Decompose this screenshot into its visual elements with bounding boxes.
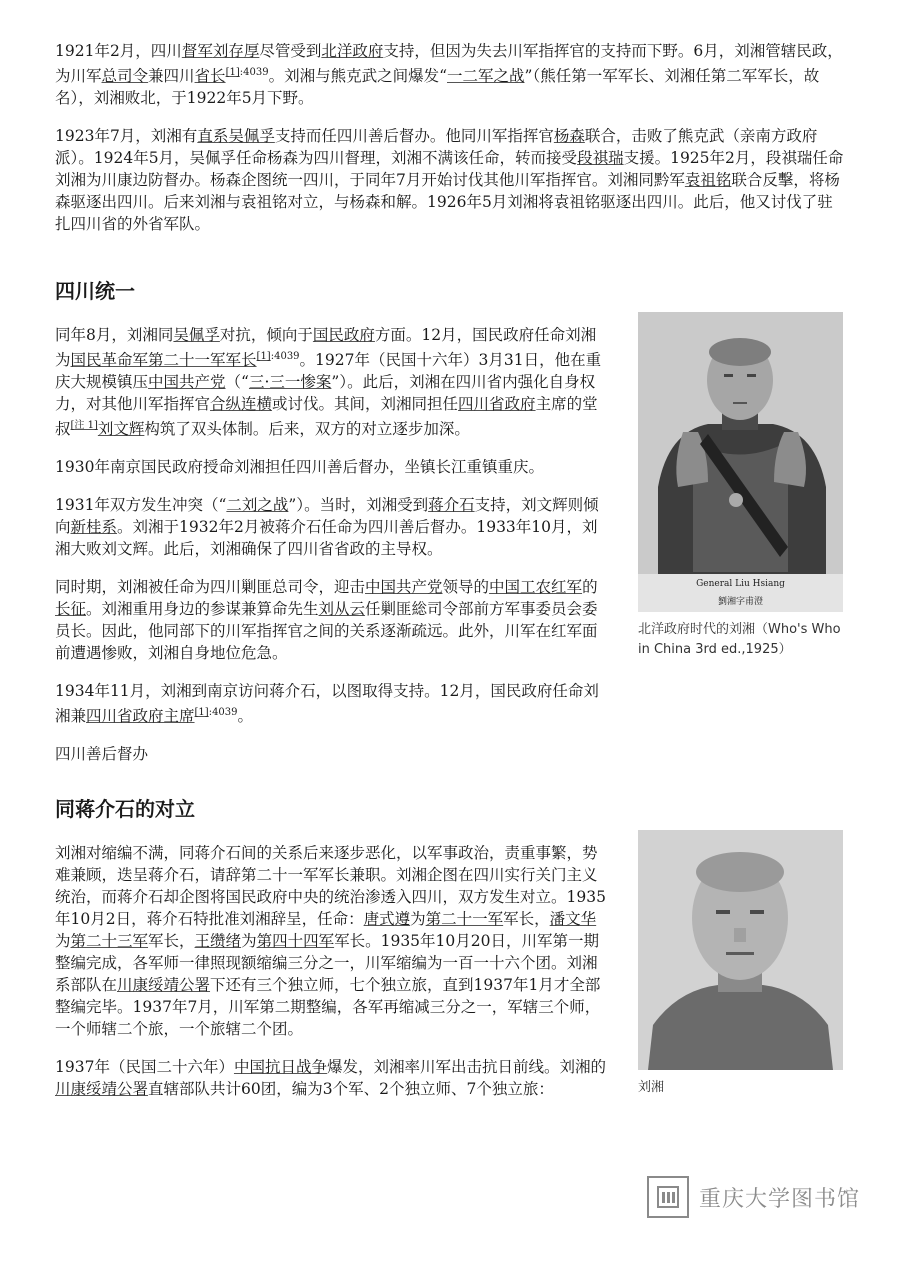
text-run: 或讨伐。其间，刘湘同担任 <box>272 395 459 413</box>
text-run: 军长， <box>148 932 195 950</box>
article-link[interactable]: 刘文辉 <box>97 420 145 438</box>
text-run: 支援。1925年2月，段祺瑞任命刘湘为川康边防督办。杨森企图统一四川，于同年7月开始讨伐其他川军指挥官。刘湘同黔军 <box>55 149 844 189</box>
article-link[interactable]: 中国共产党 <box>365 578 443 596</box>
article-link[interactable]: 省长 <box>194 67 226 85</box>
text-run: 支持，但因为失去川军指挥官的支持而下野。6月，刘湘管辖民政，为川军 <box>55 42 843 85</box>
article-link[interactable]: 第二十三军 <box>70 932 149 950</box>
section2-paragraph-1 <box>55 842 610 1040</box>
article-link[interactable]: 总司令 <box>101 67 149 85</box>
article-link[interactable]: 四川省政府主席 <box>86 707 195 725</box>
article-link[interactable]: 唐式遵 <box>363 910 411 928</box>
reference-link[interactable]: [1] <box>194 707 209 718</box>
figure-portrait-1 <box>638 312 843 660</box>
reference-page: :4039 <box>239 67 269 78</box>
section1-paragraph-4 <box>55 576 610 664</box>
section1-paragraph-1 <box>55 324 610 440</box>
text-run: 直辖部队共计60团，编为3个军、2个独立师、7个独立旅： <box>148 1080 554 1098</box>
reference-marker <box>257 351 271 362</box>
reference-marker <box>195 707 209 718</box>
section1-paragraph-2 <box>55 456 610 478</box>
text-run: 1937年（民国二十六年） <box>55 1058 234 1076</box>
text-run: 军长， <box>503 910 550 928</box>
library-logo-icon <box>647 1176 689 1218</box>
watermark-text: 重庆大学图书馆 <box>698 1186 860 1212</box>
reference-link[interactable]: [1] <box>225 67 240 78</box>
reference-link[interactable]: [1] <box>256 351 271 362</box>
text-run: （“ <box>225 373 249 391</box>
text-run: 兼四川 <box>148 67 195 85</box>
article-link[interactable]: 二刘之战 <box>226 496 289 514</box>
article-link[interactable]: 合纵连横 <box>210 395 273 413</box>
portrait-label-en: General Liu Hsiang <box>696 579 785 589</box>
text-run: 为 <box>241 932 257 950</box>
text-run: 1923年7月，刘湘有 <box>55 127 198 145</box>
text-run: 军长。1935年10月20日，川军第一期整编完成，各军师一律照现额缩编三分之一，川军缩编为一百一十六个团。刘湘系部队在 <box>55 932 599 994</box>
article-link[interactable]: 袁祖铭 <box>684 171 732 189</box>
text-run: ”）。当时，刘湘受到 <box>288 496 429 514</box>
article-link[interactable]: 新桂系 <box>70 518 118 536</box>
section-heading: 同蒋介石的对立 <box>55 797 195 821</box>
text-run: 。刘湘与熊克武之间爆发“ <box>268 67 447 85</box>
article-link[interactable]: 北洋政府 <box>321 42 384 60</box>
portrait-illustration <box>638 312 843 612</box>
article-link[interactable]: 段祺瑞 <box>577 149 624 167</box>
text-run: 1931年双方发生冲突（“ <box>55 496 227 514</box>
text-run: 1930年南京国民政府授命刘湘担任四川善后督办，坐镇长江重镇重庆。 <box>55 458 544 476</box>
article-link[interactable]: 国民政府 <box>312 326 375 344</box>
intro-paragraph-1 <box>55 40 845 109</box>
text-run: 。 <box>237 707 254 725</box>
section-heading: 四川统一 <box>55 279 135 303</box>
text-run: ”（熊任第一军军长、刘湘任第二军军长，故名），刘湘败北，于1922年5月下野。 <box>55 67 820 107</box>
figure-caption: 北洋政府时代的刘湘（Who's Who in China 3rd ed.,1925） <box>638 622 841 657</box>
text-run: 主席的堂叔 <box>55 395 598 438</box>
reference-link[interactable]: [注 1] <box>70 420 98 431</box>
text-run: 领导的 <box>442 578 490 596</box>
text-run: 下还有三个独立师，七个独立旅，直到1937年1月才全部整编完毕。1937年7月，川军第二期整编，各军再缩减三分之一，军辖三个师，一个师辖二个旅，一个旅辖二个团。 <box>55 976 601 1038</box>
reference-marker <box>71 420 98 431</box>
text-run: 1921年2月，四川 <box>55 42 182 60</box>
figure-caption: 刘湘 <box>638 1080 665 1095</box>
section2-paragraph-2 <box>55 1056 610 1100</box>
text-run: 方面。12月，国民政府任命刘湘为 <box>55 326 597 369</box>
article-link[interactable]: 第四十四军 <box>256 932 335 950</box>
reference-marker <box>226 67 240 78</box>
text-run: 1934年11月，刘湘到南京访问蒋介石，以图取得支持。12月，国民政府任命刘湘兼 <box>55 682 599 725</box>
article-link[interactable]: 吴佩孚 <box>173 326 220 344</box>
text-run: 尽管受到 <box>259 42 322 60</box>
intro-paragraph-2 <box>55 125 845 235</box>
article-link[interactable]: 潘文华 <box>549 910 597 928</box>
article-link[interactable]: 第二十一军 <box>425 910 504 928</box>
article-link[interactable]: 国民革命军 <box>70 351 149 369</box>
article-link[interactable]: 刘从云 <box>318 600 366 618</box>
text-run: 为 <box>55 932 71 950</box>
text-run: 支持，刘文辉则倾向 <box>55 496 599 536</box>
article-link[interactable]: 第二十一军军长 <box>148 351 257 369</box>
article-link[interactable]: 督军 <box>181 42 213 60</box>
figure-portrait-2 <box>638 830 843 1098</box>
reference-page: :4039 <box>208 707 238 718</box>
text-run: 。刘湘于1932年2月被蒋介石任命为四川善后督办。1933年10月，刘湘大败刘文辉。此后，刘湘确保了四川省省政的主导权。 <box>55 518 598 558</box>
article-link[interactable]: 蒋介石 <box>428 496 475 514</box>
article-page <box>55 40 845 1100</box>
article-link[interactable]: 四川省政府 <box>458 395 536 413</box>
text-run: 对抗，倾向于 <box>219 326 313 344</box>
article-link[interactable]: 王缵绪 <box>194 932 242 950</box>
article-link[interactable]: 中国工农红军 <box>489 578 583 596</box>
text-run: 同年8月，刘湘同 <box>55 326 174 344</box>
text-run: ”）。此后，刘湘在四川省内强化自身权力，对其他川军指挥官 <box>55 373 596 413</box>
portrait-photo <box>638 830 843 1070</box>
article-link[interactable]: 川康绥靖公署 <box>117 976 211 994</box>
text-run: 爆发，刘湘率川军出击抗日前线。刘湘的 <box>326 1058 606 1076</box>
section-unification <box>55 275 845 765</box>
portrait-label-cn: 劉湘字甫澄 <box>717 597 763 607</box>
text-run: 四川善后督办 <box>55 745 149 763</box>
section1-paragraph-3 <box>55 494 610 560</box>
article-link[interactable]: 一二军之战 <box>447 67 525 85</box>
section-conflict <box>55 793 845 1100</box>
portrait-illustration <box>638 830 843 1070</box>
text-run: 联合反擊，将杨森驱逐出四川。后来刘湘与袁祖铭对立，与杨森和解。1926年5月刘湘将袁祖铭驱逐出四川。此后，他又讨伐了驻扎四川省的外省军队。 <box>55 171 840 233</box>
article-link[interactable]: 直系 <box>197 127 229 145</box>
article-link[interactable]: 中国抗日战争 <box>233 1058 327 1076</box>
text-run: 的 <box>582 578 598 596</box>
article-link[interactable]: 三·三一惨案 <box>248 373 332 391</box>
article-link[interactable]: 中国共产党 <box>148 373 226 391</box>
article-link[interactable]: 川康绥靖公署 <box>55 1080 149 1098</box>
text-run: 刘湘对缩编不满，同蒋介石间的关系后来逐步恶化，以军事政治，责重事繁，势难兼顾，迭呈蒋介石，请辞第二十一军军长兼职。刘湘企图在四川实行关门主义统治，而蒋介石却企图将国民政府中央的统治渗透入四川，双方发生对立。1935年10月2日，蒋介石特批准刘湘辞呈，任命： <box>55 844 606 928</box>
section1-paragraph-5 <box>55 680 610 727</box>
text-run: 同时期，刘湘被任命为四川剿匪总司令，迎击 <box>55 578 366 596</box>
article-link[interactable]: 长征 <box>55 600 87 618</box>
text-run: 联合，击败了熊克武（亲南方政府派）。1924年5月，吴佩孚任命杨森为四川督理，刘湘不满该任命，转而接受 <box>55 127 818 167</box>
portrait-photo <box>638 312 843 612</box>
text-run: 任剿匪総司令部前方军事委员会委员长。因此，他同部下的川军指挥官之间的关系逐渐疏远。此外，川军在红军面前遭遇惨败，刘湘自身地位危急。 <box>55 600 598 662</box>
section1-paragraph-6 <box>55 743 610 765</box>
text-run: 支持而任四川善后督办。他同川军指挥官 <box>274 127 554 145</box>
text-run: 为 <box>410 910 426 928</box>
text-run: 构筑了双头体制。后来，双方的对立逐步加深。 <box>144 420 470 438</box>
reference-page: :4039 <box>270 351 300 362</box>
library-watermark <box>647 1176 860 1218</box>
text-run: 。1927年（民国十六年）3月31日，他在重庆大规模镇压 <box>55 351 602 391</box>
article-link[interactable]: 杨森 <box>553 127 585 145</box>
text-run: 。刘湘重用身边的参谋兼算命先生 <box>86 600 319 618</box>
article-link[interactable]: 刘存厚 <box>212 42 260 60</box>
article-link[interactable]: 吴佩孚 <box>228 127 275 145</box>
